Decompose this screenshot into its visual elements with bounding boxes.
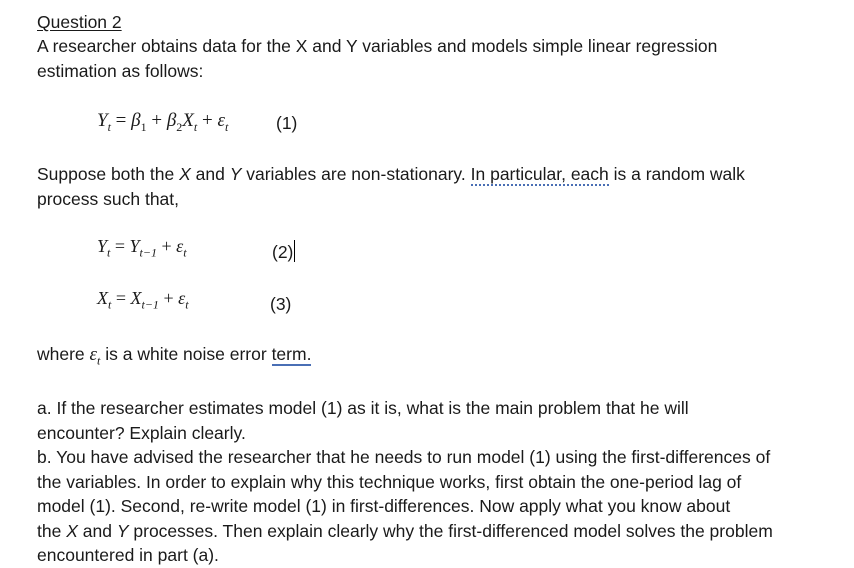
- var-x: X: [179, 164, 191, 184]
- eq2-rhs-sub: t−1: [139, 245, 157, 260]
- eq2-epsilon: ε: [176, 236, 184, 256]
- where-prefix: where: [37, 344, 90, 364]
- part-a-line-2: encounter? Explain clearly.: [37, 422, 246, 443]
- equation-3-number: (3): [270, 294, 292, 314]
- equation-2-number: [272, 240, 295, 263]
- intro-line-1: [37, 34, 837, 59]
- var-x-2: X: [66, 520, 78, 541]
- eq2-number-text: (2): [272, 242, 294, 262]
- question-document: [37, 10, 837, 83]
- eq2-epsilon-sub: t: [183, 245, 187, 260]
- var-y-2: Y: [116, 520, 129, 541]
- part-b-line-2: the variables. In order to explain why this technique works, first obtain the one-period lag of: [37, 471, 742, 492]
- eq1-lhs: Y: [97, 110, 108, 131]
- part-b: [37, 445, 847, 568]
- suppose-line-1: [37, 162, 837, 187]
- eq1-beta2: β: [166, 110, 177, 131]
- equation-1: $Y_t = \beta_1 + \beta_2X_t + \varepsilon_t$: [97, 110, 229, 134]
- text-cursor: [294, 240, 295, 262]
- suppose-mid: variables are non-stationary.: [241, 164, 471, 184]
- intro-paragraph: [37, 34, 837, 83]
- eq2-lhs-sub: t: [107, 245, 111, 260]
- where-mid: is a white noise error: [100, 344, 272, 364]
- part-b-line-3: model (1). Second, re-write model (1) in first-differences. Now apply what you know about: [37, 496, 731, 516]
- suppose-prefix: Suppose both the: [37, 164, 180, 184]
- intro-line-1-text: A researcher obtains data for the X and Y variables and models simple linear regression: [37, 36, 718, 56]
- and-word: and: [190, 164, 230, 184]
- suppose-line-2: process such that,: [37, 188, 180, 209]
- eq3-lhs: X: [97, 288, 108, 308]
- part-b-line-4: [37, 519, 847, 544]
- eq1-lhs-sub: t: [107, 119, 111, 134]
- part-b-line-5: encountered in part (a).: [37, 545, 219, 565]
- eq3-rhs-var: X: [130, 288, 142, 308]
- underlined-term[interactable]: term.: [271, 344, 312, 364]
- part-a: [37, 396, 837, 445]
- var-y: Y: [229, 164, 242, 184]
- eq1-beta2-sub: 2: [176, 119, 183, 134]
- where-epsilon-sub: t: [97, 353, 101, 368]
- eq3-epsilon: ε: [178, 288, 186, 308]
- suppose-paragraph: [37, 162, 837, 211]
- part-b-line-4-mid: processes. Then explain clearly why the first-differenced model solves the problem: [128, 520, 773, 541]
- part-a-line-1: a. If the researcher estimates model (1) as it is, what is the main problem that he will: [37, 398, 689, 418]
- eq1-beta1-sub: 1: [140, 119, 147, 134]
- part-b-line-4-prefix: the: [37, 520, 67, 541]
- eq3-epsilon-sub: t: [185, 297, 189, 312]
- part-b-line-1: b. You have advised the researcher that he needs to run model (1) using the first-differences of: [37, 447, 771, 467]
- where-epsilon: ε: [89, 344, 98, 365]
- eq1-epsilon: ε: [217, 110, 225, 131]
- grammar-flagged-phrase[interactable]: In particular, each: [470, 164, 609, 184]
- equation-1-number: (1): [276, 113, 298, 133]
- question-heading: Question 2: [37, 12, 122, 32]
- eq2-lhs: Y: [97, 236, 108, 256]
- and-word-2: and: [77, 520, 117, 541]
- suppose-suffix: is a random walk: [608, 164, 745, 184]
- where-line: [37, 342, 837, 373]
- eq3-rhs-sub: t−1: [141, 297, 159, 312]
- intro-line-2: estimation as follows:: [37, 60, 204, 81]
- equation-2: $Y_t = Y_{t-1} + \varepsilon_t$: [97, 236, 187, 260]
- eq3-lhs-sub: t: [108, 297, 112, 312]
- eq1-epsilon-sub: t: [224, 119, 229, 134]
- equation-3: $X_t = X_{t-1} + \varepsilon_t$: [97, 288, 189, 312]
- eq1-beta1: β: [131, 110, 141, 131]
- eq1-x-sub: t: [193, 119, 198, 134]
- eq1-x: X: [182, 110, 194, 131]
- eq2-rhs-var: Y: [129, 236, 140, 256]
